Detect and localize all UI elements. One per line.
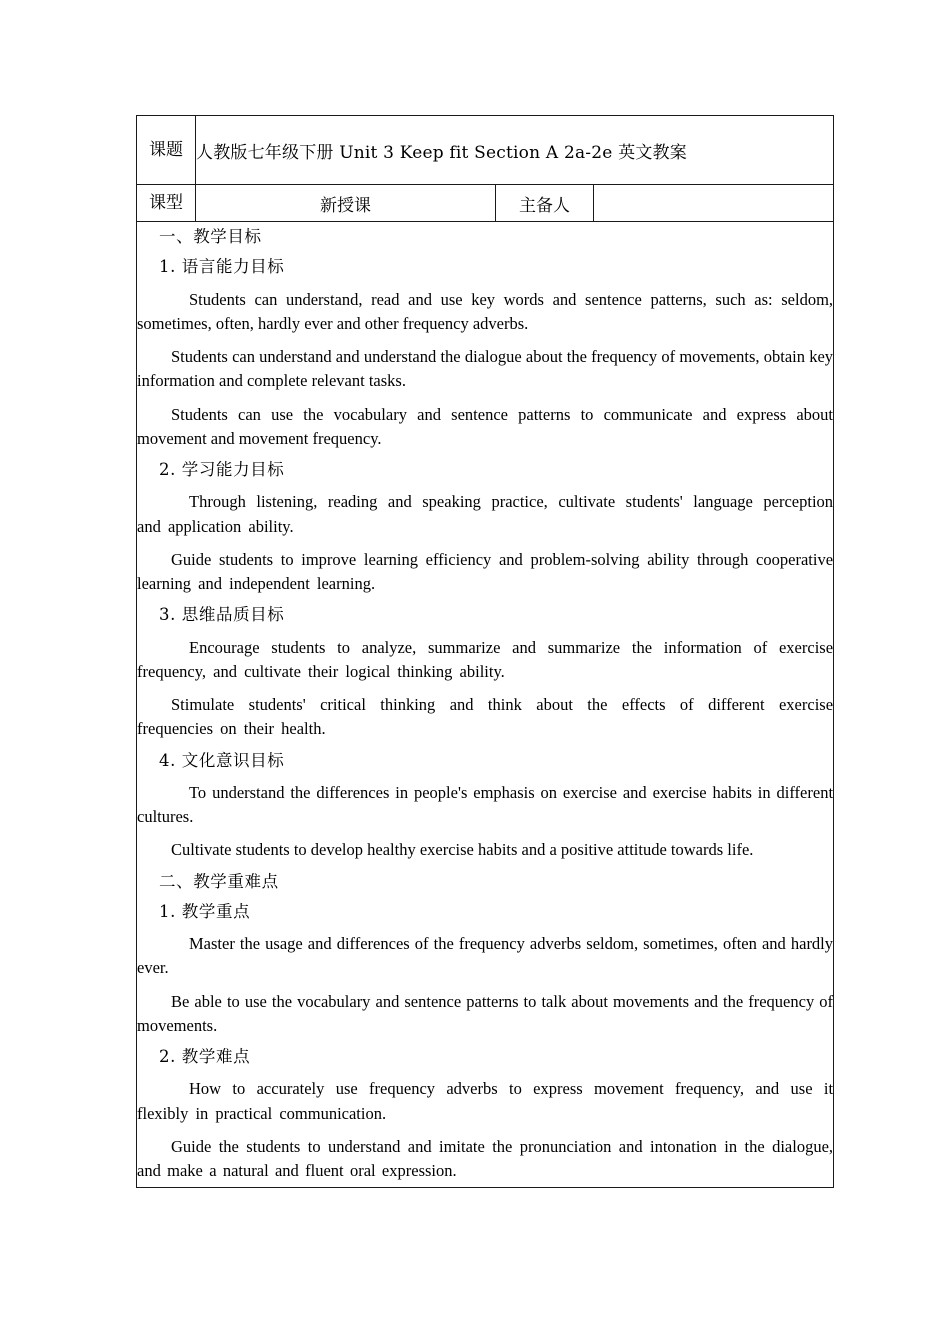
paragraph: Stimulate students' critical thinking and think about the effects of different exercise frequencies on their health. bbox=[137, 695, 834, 739]
subsection-heading-1-4: 4. 文化意识目标 bbox=[159, 750, 285, 770]
topic-value: 人教版七年级下册 Unit 3 Keep fit Section A 2a-2e 英文教案 bbox=[196, 116, 834, 185]
owner-label: 主备人 bbox=[496, 185, 594, 222]
paragraph: Students can understand, read and use key words and sentence patterns, such as: seldom, sometimes, often, hardly ever and other frequency adverbs. bbox=[137, 289, 834, 333]
table-row-topic bbox=[137, 116, 834, 185]
paragraph: Guide students to improve learning efficiency and problem-solving ability through cooperative learning and independent learning. bbox=[137, 549, 834, 593]
paragraph: Guide the students to understand and imitate the pronunciation and intonation in the dialogue, and make a natural and fluent oral expression. bbox=[137, 1136, 834, 1180]
paragraph: To understand the differences in people's emphasis on exercise and exercise habits in different cultures. bbox=[137, 782, 834, 826]
lesson-type-value: 新授课 bbox=[196, 185, 496, 222]
paragraph: Master the usage and differences of the frequency adverbs seldom, sometimes, often and hardly ever. bbox=[137, 934, 834, 978]
lesson-content bbox=[137, 222, 833, 1187]
subsection-heading-2-2: 2. 教学难点 bbox=[159, 1047, 251, 1066]
subsection-heading-2-1: 1. 教学重点 bbox=[159, 901, 251, 921]
table-row-body bbox=[137, 222, 834, 1188]
paragraph: Cultivate students to develop healthy exercise habits and a positive attitude towards life. bbox=[171, 840, 754, 860]
subsection-heading-1-2: 2. 学习能力目标 bbox=[159, 460, 285, 479]
lesson-body-cell bbox=[137, 222, 834, 1188]
paragraph: Students can use the vocabulary and sentence patterns to communicate and express about movement and movement frequency. bbox=[137, 404, 834, 448]
paragraph: Students can understand and understand the dialogue about the frequency of movements, obtain key information and complete relevant tasks. bbox=[137, 347, 834, 391]
table-row-lesson-type bbox=[137, 185, 834, 222]
paragraph: Be able to use the vocabulary and sentence patterns to talk about movements and the frequency of movements. bbox=[137, 991, 834, 1035]
section-heading-1: 一、教学目标 bbox=[159, 227, 262, 246]
topic-label: 课题 bbox=[137, 116, 196, 185]
subsection-heading-1-3: 3. 思维品质目标 bbox=[159, 605, 285, 625]
lesson-type-label: 课型 bbox=[137, 185, 196, 222]
paragraph: Encourage students to analyze, summarize and summarize the information of exercise frequency, and cultivate their logical thinking ability. bbox=[137, 637, 834, 681]
subsection-heading-1-1: 1. 语言能力目标 bbox=[159, 257, 285, 277]
section-heading-2: 二、教学重难点 bbox=[159, 871, 279, 891]
paragraph: How to accurately use frequency adverbs to express movement frequency, and use it flexibly in practical communication. bbox=[137, 1079, 834, 1123]
lesson-plan-table bbox=[136, 115, 834, 1188]
owner-value bbox=[594, 185, 834, 222]
paragraph: Through listening, reading and speaking practice, cultivate students' language perception and application ability. bbox=[137, 492, 834, 536]
